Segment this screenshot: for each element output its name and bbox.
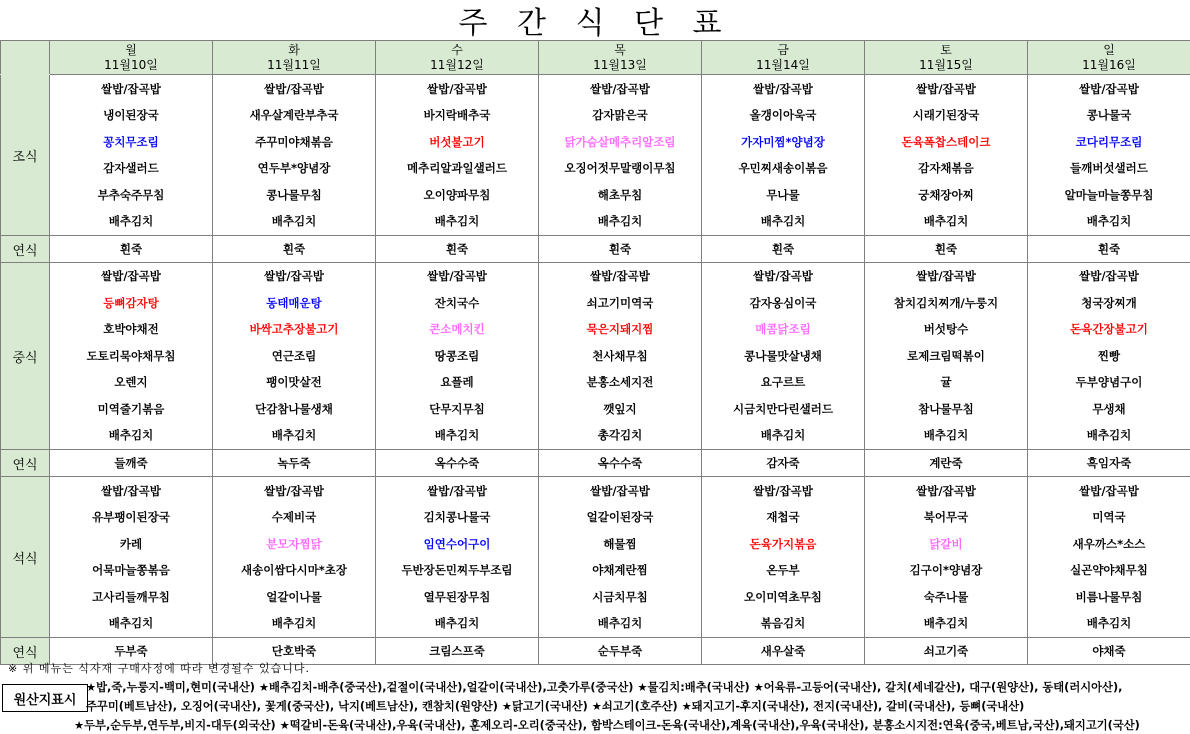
menu-item: 로제크림떡볶이: [907, 348, 985, 363]
menu-item: 부추숙주무침: [97, 187, 165, 202]
menu-item: 배추김치: [434, 428, 480, 443]
menu-item: 등뼈감자탕: [103, 295, 159, 310]
menu-item: 배추김치: [760, 428, 806, 443]
menu-item: 천사채무침: [592, 348, 648, 363]
menu-item: 쌀밥/잡곡밥: [264, 483, 324, 498]
weekly-menu-table: [0, 40, 1190, 665]
day-name: 수: [451, 42, 463, 57]
menu-item: 쌀밥/잡곡밥: [753, 81, 813, 96]
day-date: 11월10일: [104, 57, 158, 72]
menu-item: 요플레: [440, 375, 474, 390]
menu-item: 새송이쌈다시마*초장: [241, 563, 347, 577]
menu-item: 깻잎지: [603, 401, 637, 416]
menu-item: 잔치국수: [434, 295, 480, 310]
menu-item: 수제비국: [271, 510, 317, 524]
dinner-row: [1, 477, 1190, 638]
day-name: 일: [1103, 42, 1115, 57]
menu-item: 배추김치: [1086, 616, 1132, 630]
day-header: [213, 41, 376, 75]
snack-item: 계란죽: [865, 450, 1028, 477]
origin-label: 원산지표시: [2, 684, 88, 712]
menu-item: 버섯탕수: [923, 322, 969, 337]
menu-item: 코다리무조림: [1075, 134, 1143, 149]
menu-item: 쇠고기미역국: [586, 295, 654, 310]
menu-item: 배추김치: [271, 428, 317, 443]
menu-item: 냉이된장국: [103, 108, 159, 122]
menu-item: 참치김치찌개/누룽지: [893, 295, 999, 310]
day-date: 11월11일: [267, 57, 321, 72]
menu-item: 바싹고추장불고기: [249, 322, 339, 337]
menu-item: 매콤닭조림: [755, 322, 811, 337]
menu-item: 쌀밥/잡곡밥: [916, 81, 976, 96]
menu-item: 알마늘마늘쫑무침: [1064, 187, 1154, 202]
menu-item: 돈육폭찹스테이크: [901, 134, 991, 149]
dinner-cell: [376, 477, 539, 638]
day-header: [376, 41, 539, 75]
day-header-row: [1, 41, 1190, 75]
menu-item: 시래기된장국: [912, 108, 980, 122]
menu-item: 두부양념구이: [1075, 375, 1143, 390]
section-label-dinner: 석식: [1, 477, 50, 638]
menu-item: 쌀밥/잡곡밥: [101, 483, 161, 498]
page-title: 주 간 식 단 표: [458, 6, 732, 41]
menu-item: 단감참나물생채: [255, 401, 333, 416]
menu-item: 쌀밥/잡곡밥: [1079, 81, 1139, 96]
day-date: 11월15일: [919, 57, 973, 72]
menu-change-note: ※ 위 메뉴는 식자재 구매사정에 따라 변경될수 있습니다.: [8, 662, 310, 675]
menu-item: 실곤약야채무침: [1070, 563, 1148, 577]
menu-item: 돈육간장불고기: [1070, 322, 1148, 337]
menu-item: 콩나물국: [1086, 108, 1132, 122]
menu-item: 배추김치: [923, 214, 969, 228]
snack-item: 순두부죽: [539, 638, 702, 665]
menu-item: 총각김치: [597, 428, 643, 443]
menu-item: 궁채장아찌: [918, 187, 974, 202]
menu-item: 두반장돈민찌두부조림: [401, 563, 513, 577]
section-label-snack3: 연식: [1, 638, 50, 665]
menu-item: 고사리들깨무침: [92, 589, 170, 604]
menu-item: 쌀밥/잡곡밥: [427, 81, 487, 96]
menu-item: 배추김치: [760, 214, 806, 228]
menu-item: 배추김치: [108, 616, 154, 630]
snack-item: 녹두죽: [213, 450, 376, 477]
breakfast-row: [1, 75, 1190, 236]
breakfast-cell: [213, 75, 376, 236]
menu-item: 배추김치: [597, 616, 643, 630]
snack-item: 새우살죽: [702, 638, 865, 665]
menu-item: 야채계란찜: [592, 563, 648, 577]
menu-item: 쌀밥/잡곡밥: [264, 269, 324, 284]
menu-item: 배추김치: [923, 616, 969, 630]
menu-item: 북어무국: [923, 510, 969, 524]
lunch-cell: [213, 263, 376, 450]
menu-item: 쌀밥/잡곡밥: [590, 483, 650, 498]
menu-item: 콩나물맛살냉채: [744, 348, 822, 363]
menu-item: 무생채: [1092, 401, 1126, 416]
menu-item: 청국장찌개: [1081, 295, 1137, 310]
menu-item: 분모자찜닭: [266, 536, 322, 551]
day-header: [865, 41, 1028, 75]
dinner-cell: [702, 477, 865, 638]
breakfast-cell: [1028, 75, 1190, 236]
menu-item: 우민찌새송이볶음: [738, 161, 828, 175]
lunch-row: [1, 263, 1190, 450]
snack-item: 흰죽: [213, 236, 376, 263]
menu-item: 단무지무침: [429, 401, 485, 416]
menu-item: 쌀밥/잡곡밥: [753, 483, 813, 498]
menu-item: 호박야채전: [103, 322, 159, 337]
menu-item: 찐빵: [1097, 348, 1121, 363]
menu-item: 새우살계란부추국: [249, 108, 339, 122]
menu-item: 배추김치: [923, 428, 969, 443]
menu-item: 임연수어구이: [423, 536, 491, 551]
menu-item: 재첩국: [766, 510, 800, 524]
menu-item: 도토리묵야채무침: [86, 348, 176, 363]
menu-item: 배추김치: [271, 616, 317, 630]
menu-item: 숙주나물: [923, 589, 969, 604]
menu-item: 콩나물무침: [266, 187, 322, 202]
origin-line: ★밥,죽,누룽지-백미,현미(국내산) ★배추김치-배추(중국산),겉절이(국내산),얼갈이(국내산),고춧가루(중국산) ★물김치:배추(국내산) ★어육류-고등어(국내산), 갈치(세네갈산), 대구(원양산), 동태(러시아산),: [86, 681, 1123, 694]
menu-item: 배추김치: [108, 428, 154, 443]
menu-item: 온두부: [766, 563, 800, 577]
menu-item: 해물찜: [603, 536, 637, 551]
menu-item: 열무된장무침: [423, 589, 491, 604]
menu-item: 배추김치: [434, 616, 480, 630]
menu-item: 오징어젓무말랭이무침: [564, 161, 676, 175]
menu-item: 오이미역초무침: [744, 589, 822, 604]
menu-item: 쌀밥/잡곡밥: [264, 81, 324, 96]
snack-item: 흰죽: [865, 236, 1028, 263]
snack-item: 흰죽: [539, 236, 702, 263]
lunch-cell: [376, 263, 539, 450]
day-header: [539, 41, 702, 75]
menu-item: 유부팽이된장국: [92, 510, 170, 524]
day-date: 11월16일: [1082, 57, 1136, 72]
snack-item: 크림스프죽: [376, 638, 539, 665]
day-date: 11월14일: [756, 57, 810, 72]
breakfast-cell: [376, 75, 539, 236]
lunch-cell: [702, 263, 865, 450]
day-name: 토: [940, 42, 952, 57]
menu-item: 배추김치: [597, 214, 643, 228]
lunch-cell: [865, 263, 1028, 450]
snack-item: 흰죽: [702, 236, 865, 263]
menu-item: 오렌지: [114, 375, 148, 390]
menu-item: 가자미찜*양념장: [741, 134, 825, 149]
breakfast-cell: [702, 75, 865, 236]
day-name: 월: [125, 42, 137, 57]
menu-item: 카레: [119, 536, 143, 551]
menu-item: 쌀밥/잡곡밥: [590, 81, 650, 96]
menu-item: 미역줄기볶음: [97, 401, 165, 416]
section-label-snack1: 연식: [1, 236, 50, 263]
menu-item: 얼갈이나물: [266, 589, 322, 604]
menu-item: 배추김치: [1086, 428, 1132, 443]
menu-item: 동태매운탕: [266, 295, 322, 310]
lunch-cell: [1028, 263, 1190, 450]
menu-item: 어묵마늘쫑볶음: [92, 563, 170, 577]
dinner-cell: [865, 477, 1028, 638]
day-date: 11월12일: [430, 57, 484, 72]
snack-item: 야채죽: [1028, 638, 1190, 665]
menu-item: 시금치만다린샐러드: [733, 401, 833, 416]
day-name: 금: [777, 42, 789, 57]
menu-item: 쌀밥/잡곡밥: [753, 269, 813, 284]
menu-item: 연근조림: [271, 348, 317, 363]
snack-item: 흰죽: [376, 236, 539, 263]
snack-item: 흰죽: [50, 236, 213, 263]
menu-item: 쌀밥/잡곡밥: [101, 269, 161, 284]
snack-item: 두부죽: [50, 638, 213, 665]
menu-item: 주꾸미야채볶음: [255, 134, 333, 149]
snack-item: 감자죽: [702, 450, 865, 477]
menu-item: 김구이*양념장: [909, 563, 983, 577]
origin-line: ★두부,순두부,연두부,비지-대두(외국산) ★떡갈비-돈육(국내산),우육(국내산), 훈제오리-오리(중국산), 함박스테이크-돈육(국내산),계육(국내산),우육(국내산), 분홍소시지전:연육(중국,베트남,국산),돼지고기(국산): [74, 719, 1140, 732]
day-header: [50, 41, 213, 75]
menu-item: 닭가슴살메추리알조림: [564, 134, 676, 149]
day-name: 목: [614, 42, 626, 57]
day-date: 11월13일: [593, 57, 647, 72]
menu-item: 연두부*양념장: [257, 161, 331, 175]
snack-item: 쇠고기죽: [865, 638, 1028, 665]
snack-item: 옥수수죽: [376, 450, 539, 477]
menu-item: 감자채볶음: [918, 161, 974, 175]
dinner-cell: [539, 477, 702, 638]
menu-item: 바지락배추국: [423, 108, 491, 122]
menu-item: 비름나물무침: [1075, 589, 1143, 604]
menu-item: 배추김치: [1086, 214, 1132, 228]
breakfast-cell: [50, 75, 213, 236]
menu-item: 무나물: [766, 187, 800, 202]
menu-item: 미역국: [1092, 510, 1126, 524]
menu-item: 닭갈비: [929, 536, 963, 551]
menu-item: 쌀밥/잡곡밥: [427, 269, 487, 284]
snack-item: 흑임자죽: [1028, 450, 1190, 477]
menu-item: 쌀밥/잡곡밥: [1079, 269, 1139, 284]
section-label-breakfast: 조식: [1, 75, 50, 236]
snack-item: 들깨죽: [50, 450, 213, 477]
day-name: 화: [288, 42, 300, 57]
menu-item: 팽이맛살전: [266, 375, 322, 390]
snack2-row: [1, 450, 1190, 477]
menu-item: 얼갈이된장국: [586, 510, 654, 524]
snack-item: 옥수수죽: [539, 450, 702, 477]
menu-item: 버섯불고기: [429, 134, 485, 149]
breakfast-cell: [539, 75, 702, 236]
menu-item: 귤: [940, 375, 952, 390]
snack-item: 흰죽: [1028, 236, 1190, 263]
menu-item: 쌀밥/잡곡밥: [916, 483, 976, 498]
menu-item: 오이양파무침: [423, 187, 491, 202]
menu-item: 쌀밥/잡곡밥: [1079, 483, 1139, 498]
menu-item: 분홍소세지전: [586, 375, 654, 390]
snack1-row: [1, 236, 1190, 263]
menu-item: 시금치무침: [592, 589, 648, 604]
snack-item: 단호박죽: [213, 638, 376, 665]
menu-item: 감자맑은국: [592, 108, 648, 122]
menu-item: 김치콩나물국: [423, 510, 491, 524]
menu-item: 메추리알과일샐러드: [407, 161, 507, 175]
menu-item: 꽁치무조림: [103, 134, 159, 149]
menu-item: 감자옹심이국: [749, 295, 817, 310]
section-label-snack2: 연식: [1, 450, 50, 477]
menu-item: 올갱이아욱국: [749, 108, 817, 122]
menu-item: 해초무침: [597, 187, 643, 202]
day-header: [702, 41, 865, 75]
origin-line: 주꾸미(베트남산), 오징어(국내산), 꽃게(중국산), 낙지(베트남산), 캔참치(원양산) ★닭고기(국내산) ★쇠고기(호주산) ★돼지고기-후지(국내산), 전지(국내산), 갈비(국내산), 등뼈(국내산): [86, 700, 1025, 713]
origin-text: [74, 678, 1186, 734]
menu-item: 묵은지돼지찜: [586, 322, 654, 337]
menu-item: 요구르트: [760, 375, 806, 390]
menu-item: 배추김치: [434, 214, 480, 228]
day-header: [1028, 41, 1190, 75]
lunch-cell: [50, 263, 213, 450]
menu-item: 들깨버섯샐러드: [1070, 161, 1148, 175]
menu-item: 볶음김치: [760, 616, 806, 630]
menu-item: 새우까스*소스: [1072, 536, 1146, 551]
dinner-cell: [213, 477, 376, 638]
menu-item: 배추김치: [108, 214, 154, 228]
menu-item: 땅콩조림: [434, 348, 480, 363]
dinner-cell: [1028, 477, 1190, 638]
menu-item: 돈육가지볶음: [749, 536, 817, 551]
menu-item: 콘소메치킨: [429, 322, 485, 337]
breakfast-cell: [865, 75, 1028, 236]
menu-item: 쌀밥/잡곡밥: [916, 269, 976, 284]
menu-item: 쌀밥/잡곡밥: [427, 483, 487, 498]
menu-item: 쌀밥/잡곡밥: [590, 269, 650, 284]
lunch-cell: [539, 263, 702, 450]
menu-item: 배추김치: [271, 214, 317, 228]
corner-cell: [1, 41, 50, 75]
menu-item: 감자샐러드: [103, 161, 159, 175]
section-label-lunch: 중식: [1, 263, 50, 450]
menu-item: 쌀밥/잡곡밥: [101, 81, 161, 96]
menu-item: 참나물무침: [918, 401, 974, 416]
dinner-cell: [50, 477, 213, 638]
